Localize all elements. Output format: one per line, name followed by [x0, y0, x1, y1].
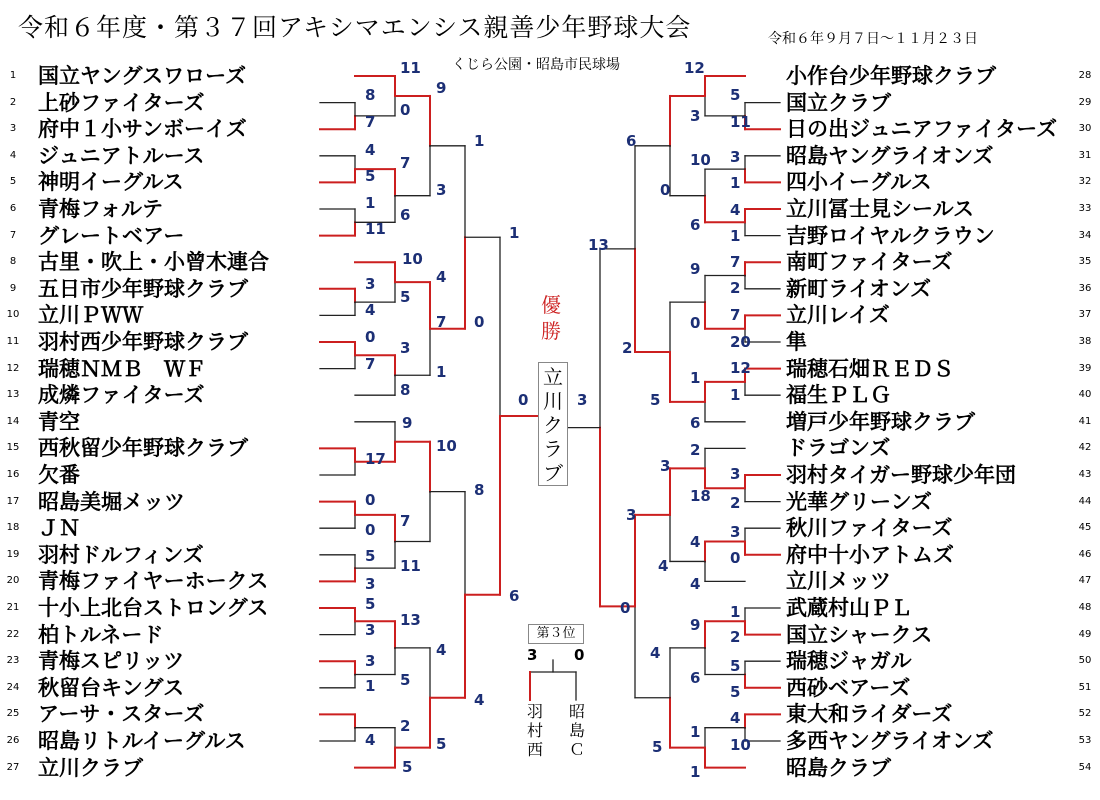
game-score: 1 [365, 677, 376, 695]
game-score: 1 [730, 227, 741, 245]
game-score: 6 [509, 587, 520, 605]
team-number: 11 [6, 336, 20, 347]
game-score: 4 [365, 141, 376, 159]
game-score: 3 [365, 575, 376, 593]
game-score: 0 [400, 101, 411, 119]
game-score: 4 [650, 644, 661, 662]
team-name: 神明イーグルス [38, 170, 184, 195]
game-score: 4 [365, 301, 376, 319]
game-score: 2 [400, 717, 411, 735]
team-name: 国立クラブ [786, 90, 891, 115]
game-score: 11 [400, 59, 421, 77]
team-name: 光華グリーンズ [786, 489, 932, 514]
game-score: 3 [690, 107, 701, 125]
game-score: 10 [402, 250, 423, 268]
team-name: 西秋留少年野球クラブ [38, 436, 248, 461]
game-score: 1 [474, 132, 485, 150]
game-score: 11 [400, 557, 421, 575]
team-number: 21 [6, 602, 20, 613]
team-number: 20 [6, 575, 20, 587]
team-name: 柏トルネード [38, 622, 164, 647]
team-name: 十小上北台ストロングス [38, 596, 269, 620]
team-number: 13 [6, 389, 20, 401]
game-score: 3 [365, 621, 376, 639]
game-score: 18 [690, 487, 711, 505]
page-title: 令和６年度・第３７回アキシマエンシス親善少年野球大会 [18, 13, 692, 42]
game-score: 0 [518, 391, 529, 409]
team-number: 31 [1078, 149, 1092, 161]
team-number: 45 [1078, 522, 1092, 534]
team-name: 青空 [38, 409, 80, 434]
team-number: 17 [6, 495, 20, 507]
game-score: 10 [690, 151, 711, 169]
game-score: 9 [690, 260, 701, 278]
game-score: 11 [365, 220, 386, 238]
team-number: 5 [9, 176, 17, 188]
game-score: 9 [402, 414, 413, 432]
game-score: 13 [588, 236, 609, 254]
game-score: 3 [730, 148, 741, 166]
game-score: 1 [365, 194, 376, 212]
game-score: 2 [622, 339, 633, 357]
game-score: 8 [400, 381, 411, 399]
team-name: 国立シャークス [786, 622, 933, 647]
team-number: 39 [1078, 362, 1092, 374]
team-name: 立川クラブ [38, 755, 143, 780]
game-score: 1 [730, 386, 741, 404]
game-score: 2 [690, 441, 701, 459]
team-number: 30 [1078, 123, 1092, 135]
third-place-label: 第３位 [528, 624, 584, 644]
team-name: 新町ライオンズ [786, 276, 932, 301]
game-score: 13 [400, 611, 421, 629]
game-score: 5 [436, 735, 447, 753]
team-name: 日の出ジュニアファイターズ [786, 117, 1058, 142]
team-number: 36 [1078, 282, 1092, 294]
game-score: 3 [577, 391, 588, 409]
game-score: 5 [730, 657, 741, 675]
team-name: 多西ヤングライオンズ [786, 729, 994, 753]
game-score: 5 [402, 758, 413, 776]
team-number: 46 [1078, 548, 1092, 560]
team-name: 府中１小サンボーイズ [38, 117, 247, 142]
team-name: 国立ヤングスワローズ [38, 64, 247, 88]
team-number: 9 [9, 282, 17, 294]
team-name: 立川ＰＷＷ [38, 303, 143, 328]
team-name: 上砂ファイターズ [38, 90, 205, 115]
game-score: 7 [400, 512, 411, 530]
game-score: 12 [730, 359, 751, 377]
team-number: 16 [6, 469, 20, 480]
champion-box: 立川クラブ [538, 362, 568, 486]
game-score: 7 [730, 306, 741, 324]
third-place-left-team: 羽村西 [526, 702, 543, 759]
team-number: 48 [1078, 602, 1092, 613]
game-score: 1 [730, 174, 741, 192]
game-score: 4 [730, 709, 741, 727]
game-score: 3 [730, 465, 741, 483]
team-name: 立川メッツ [786, 569, 891, 594]
team-number: 8 [9, 256, 17, 268]
team-name: 瑞穂ＮＭＢ ＷＦ [38, 356, 206, 381]
team-name: 青梅スピリッツ [38, 649, 185, 674]
game-score: 9 [690, 616, 701, 634]
team-name: 成燐ファイターズ [38, 383, 205, 408]
team-number: 15 [6, 442, 20, 454]
team-number: 38 [1078, 336, 1092, 347]
team-name: グレートベアー [38, 223, 185, 248]
team-name: 昭島リトルイーグルス [38, 729, 246, 753]
game-score: 4 [436, 641, 447, 659]
team-number: 47 [1078, 575, 1092, 587]
game-score: 3 [626, 506, 637, 524]
team-name: 南町ファイターズ [786, 250, 953, 275]
team-number: 22 [6, 628, 20, 640]
team-number: 12 [6, 362, 20, 374]
team-number: 37 [1078, 309, 1092, 321]
team-number: 26 [6, 735, 20, 746]
game-score: 1 [509, 224, 520, 242]
team-name: ドラゴンズ [786, 436, 891, 461]
game-score: 6 [690, 414, 701, 432]
game-score: 3 [730, 523, 741, 541]
game-score: 0 [474, 313, 485, 331]
game-score: 7 [730, 253, 741, 271]
team-name: 立川冨士見シールス [786, 197, 974, 221]
team-name: 四小イーグルス [786, 170, 932, 195]
team-number: 14 [6, 415, 20, 427]
team-number: 34 [1078, 229, 1092, 241]
game-score: 0 [690, 314, 701, 332]
team-name: 立川レイズ [786, 303, 890, 328]
game-score: 0 [365, 521, 376, 539]
team-number: 35 [1078, 256, 1092, 268]
team-number: 52 [1078, 708, 1092, 720]
third-place-right-team: 昭島Ｃ [568, 702, 585, 759]
game-score: 17 [365, 450, 386, 468]
team-number: 32 [1078, 176, 1092, 188]
game-score: 3 [365, 275, 376, 293]
team-number: 2 [9, 96, 17, 108]
team-number: 40 [1078, 389, 1092, 401]
team-number: 29 [1078, 96, 1092, 108]
game-score: 4 [730, 201, 741, 219]
game-score: 5 [730, 86, 741, 104]
team-name: 青梅フォルテ [38, 197, 163, 221]
game-score: 5 [730, 683, 741, 701]
team-name: 羽村タイガー野球少年団 [786, 463, 1016, 487]
game-score: 1 [730, 603, 741, 621]
game-score: 7 [400, 154, 411, 172]
game-score: 3 [365, 652, 376, 670]
team-number: 53 [1078, 735, 1092, 746]
team-name: 瑞穂ジャガル [786, 649, 912, 674]
tournament-venue: くじら公園・昭島市民球場 [452, 57, 620, 73]
team-number: 42 [1078, 442, 1092, 454]
team-number: 1 [9, 70, 17, 81]
game-score: 3 [436, 181, 447, 199]
game-score: 4 [690, 575, 701, 593]
game-score: 1 [690, 763, 701, 781]
game-score: 5 [652, 738, 663, 756]
team-name: 秋留台キングス [38, 675, 185, 700]
game-score: 4 [658, 557, 669, 575]
third-place-right-score: 0 [574, 646, 585, 664]
third-place-left-score: 3 [527, 646, 538, 664]
team-name: 欠番 [38, 463, 80, 487]
game-score: 4 [436, 268, 447, 286]
team-name: 府中十小アトムズ [786, 542, 954, 567]
game-score: 8 [365, 86, 376, 104]
team-number: 51 [1078, 681, 1092, 693]
team-name: 古里・吹上・小曾木連合 [38, 250, 269, 275]
team-name: 増戸少年野球クラブ [786, 409, 975, 434]
game-score: 4 [365, 731, 376, 749]
team-number: 49 [1078, 628, 1092, 640]
team-name: 昭島美堀メッツ [38, 489, 185, 514]
game-score: 2 [730, 494, 741, 512]
game-score: 0 [730, 549, 741, 567]
game-score: 0 [660, 181, 671, 199]
game-score: 3 [660, 457, 671, 475]
game-score: 11 [730, 113, 751, 131]
game-score: 5 [400, 288, 411, 306]
team-name: 秋川ファイターズ [786, 516, 953, 541]
team-number: 41 [1078, 415, 1092, 427]
team-number: 25 [6, 708, 20, 720]
team-name: 吉野ロイヤルクラウン [786, 223, 995, 248]
team-number: 50 [1078, 655, 1092, 667]
team-name: 羽村ドルフィンズ [38, 542, 204, 567]
team-name: 隼 [786, 330, 807, 354]
game-score: 5 [365, 167, 376, 185]
game-score: 2 [730, 279, 741, 297]
team-number: 4 [9, 149, 17, 161]
team-name: 羽村西少年野球クラブ [38, 330, 248, 354]
game-score: 0 [620, 599, 631, 617]
game-score: 0 [365, 491, 376, 509]
game-score: 2 [730, 628, 741, 646]
game-score: 8 [474, 481, 485, 499]
game-score: 0 [365, 328, 376, 346]
game-score: 5 [365, 595, 376, 613]
game-score: 1 [436, 363, 447, 381]
game-score: 6 [690, 216, 701, 234]
game-score: 1 [690, 723, 701, 741]
team-name: ジュニアトルース [38, 143, 205, 168]
team-number: 19 [6, 548, 20, 560]
team-name: 昭島ヤングライオンズ [786, 143, 994, 168]
team-name: 東大和ライダーズ [786, 702, 953, 727]
game-score: 9 [436, 79, 447, 97]
game-score: 12 [684, 59, 705, 77]
team-number: 28 [1078, 70, 1092, 81]
game-score: 10 [436, 437, 457, 455]
game-score: 7 [365, 113, 376, 131]
team-name: 小作台少年野球クラブ [786, 64, 996, 88]
team-number: 6 [9, 203, 17, 214]
game-score: 7 [365, 355, 376, 373]
team-name: 武蔵村山ＰＬ [786, 596, 912, 620]
game-score: 20 [730, 333, 751, 351]
team-number: 3 [9, 123, 17, 135]
team-number: 44 [1078, 495, 1092, 507]
team-number: 23 [6, 655, 20, 667]
team-number: 43 [1078, 469, 1092, 480]
game-score: 3 [400, 339, 411, 357]
tournament-dates: 令和６年９月７日～１１月２３日 [768, 31, 978, 47]
team-name: 五日市少年野球クラブ [38, 276, 248, 301]
game-score: 6 [690, 669, 701, 687]
game-score: 5 [400, 671, 411, 689]
game-score: 6 [400, 206, 411, 224]
team-number: 18 [6, 522, 20, 534]
game-score: 7 [436, 313, 447, 331]
team-number: 24 [6, 681, 20, 693]
game-score: 6 [626, 132, 637, 150]
team-number: 7 [9, 229, 17, 241]
team-name: アーサ・スターズ [38, 702, 205, 727]
team-number: 33 [1078, 203, 1092, 214]
game-score: 5 [365, 547, 376, 565]
team-name: 昭島クラブ [786, 755, 891, 780]
team-name: 瑞穂石畑ＲＥＤＳ [786, 356, 954, 381]
game-score: 4 [474, 691, 485, 709]
game-score: 5 [650, 391, 661, 409]
team-number: 27 [6, 761, 20, 773]
team-name: ＪＮ [38, 516, 80, 541]
team-name: 福生ＰＬＧ [786, 383, 891, 408]
team-name: 青梅ファイヤーホークス [38, 569, 269, 594]
game-score: 10 [730, 736, 751, 754]
team-name: 西砂ベアーズ [786, 675, 911, 700]
team-number: 54 [1078, 761, 1092, 773]
champion-label: 優勝 [541, 293, 561, 343]
game-score: 4 [690, 533, 701, 551]
team-number: 10 [6, 309, 20, 321]
game-score: 1 [690, 369, 701, 387]
